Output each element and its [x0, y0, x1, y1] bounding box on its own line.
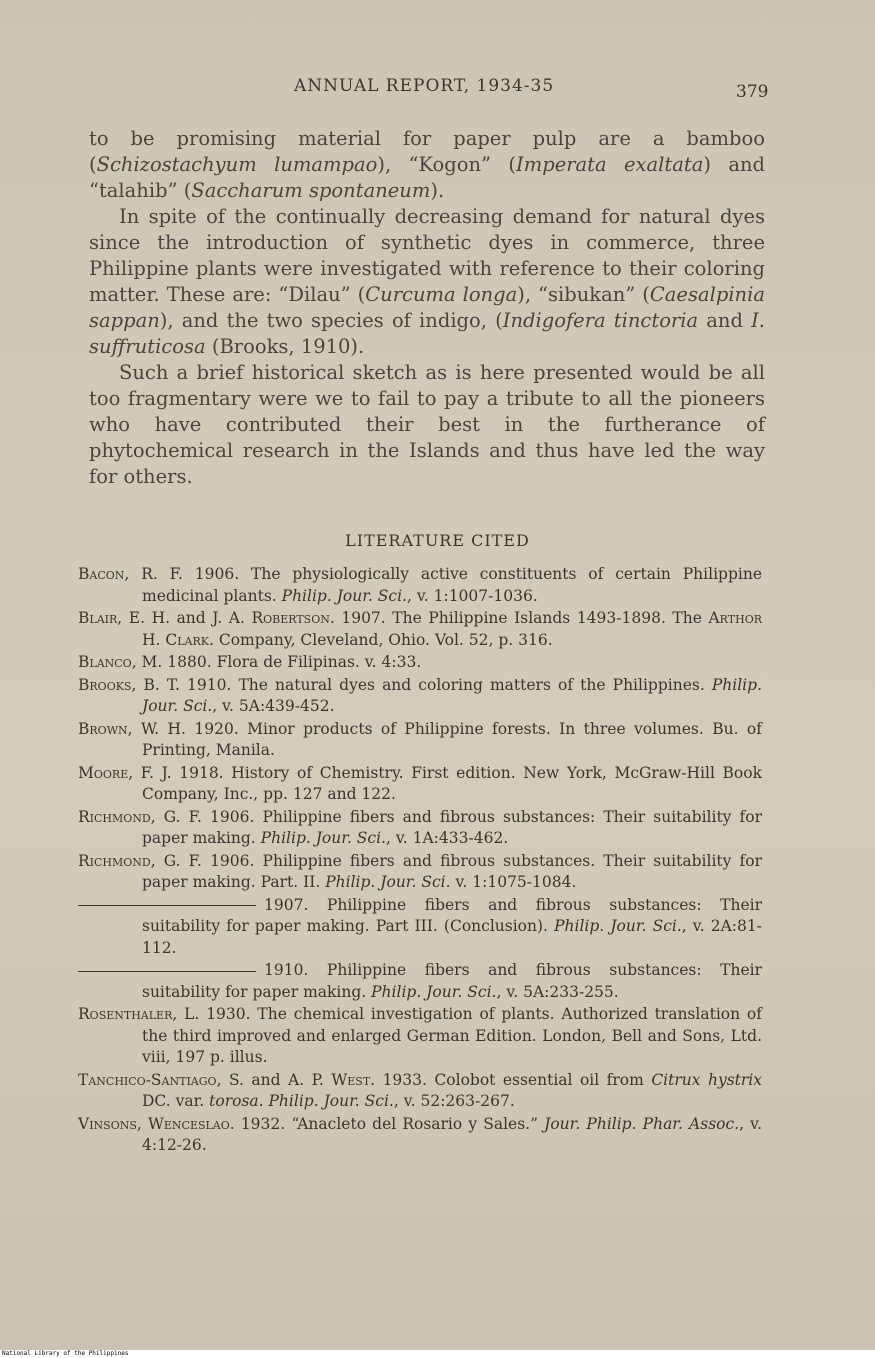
author-name: Blair	[78, 609, 118, 627]
text-run: ,	[136, 1114, 148, 1133]
text-run: . 1907. The Philippine Islands 1493-1898. The	[329, 609, 709, 627]
italic-text: Citrux hystrix	[651, 1070, 762, 1089]
text-run: , v. 52:263-267.	[393, 1092, 515, 1110]
italic-text: Jour. Philip. Phar. Assoc.	[544, 1114, 740, 1133]
author-name: Rosenthaler	[78, 1005, 173, 1023]
text-run: , G. F. 1906. Philippine fibers and fibrous substances: Their suitability for paper making.	[142, 807, 762, 847]
author-name: West	[331, 1070, 371, 1089]
reference-entry	[78, 608, 762, 651]
author-name: Vinsons	[78, 1114, 137, 1133]
italic-text: Philip. Jour. Sci.	[281, 586, 407, 605]
paragraph	[89, 126, 765, 204]
text-run: ), “sibukan” (	[517, 283, 650, 306]
ditto-dash	[78, 971, 256, 972]
italic-text: Curcuma longa	[365, 283, 518, 306]
footer-bar	[0, 1350, 875, 1358]
italic-text: Philip. Jour. Sci.	[142, 675, 762, 715]
reference-entry	[78, 1114, 762, 1157]
reference-entry	[78, 851, 762, 894]
body-text	[89, 126, 765, 490]
reference-entry	[78, 960, 762, 1003]
author-name: Robertson	[251, 609, 330, 627]
italic-text: Philip. Jour. Sci.	[260, 829, 386, 847]
text-run: , M. 1880. Flora de Filipinas. v. 4:33.	[131, 653, 422, 671]
italic-text: Philip. Jour. Sci.	[371, 982, 497, 1001]
text-run: H.	[142, 630, 166, 649]
author-name: Brooks	[78, 675, 132, 694]
author-name: Blanco	[78, 653, 132, 671]
text-run: , F. J. 1918. History of Chemistry. First edition. New York, McGraw-Hill Book Company, Inc., pp. 127 and 122.	[128, 763, 762, 803]
text-run: , v. 1:1007-1036.	[406, 586, 538, 605]
reference-entry	[78, 763, 762, 806]
text-run: , R. F. 1906. The physiologically active constituents of certain Philippine medicinal plants.	[124, 565, 762, 605]
reference-entry	[78, 652, 762, 674]
text-run: , v. 4:12-26.	[142, 1114, 762, 1154]
literature-cited-heading: LITERATURE CITED	[345, 531, 530, 550]
italic-text: Schizostachyum lumampao	[96, 153, 378, 176]
text-run: . 1933. Colobot essential oil from	[370, 1070, 652, 1089]
paragraph	[89, 204, 765, 360]
text-run: , v. 5A:439-452.	[212, 697, 335, 715]
author-name: Brown	[78, 719, 128, 738]
text-run: , v. 5A:233-255.	[496, 982, 619, 1001]
text-run: Such a brief historical sketch as is here presented would be all too fragmentary were we to fail to pay a tribute to all the pioneers who have contributed their best in the furtherance of phytochemical research in the Islands and thus have led the way for others.	[89, 361, 765, 488]
author-name: Tanchico-Santiago	[78, 1070, 217, 1089]
italic-text: Philip. Jour. Sci.	[325, 873, 451, 891]
text-run: ), “Kogon” (	[377, 153, 517, 176]
text-run: v. 1:1075-1084.	[450, 873, 577, 891]
author-name: Moore	[78, 763, 129, 782]
italic-text: Caesalpinia sappan	[89, 283, 765, 332]
italic-text: Philip. Jour. Sci.	[554, 917, 682, 935]
text-run: ), and the two species of indigo, (	[159, 309, 503, 332]
reference-entry	[78, 807, 762, 850]
text-run: , v. 2A:81-112.	[142, 917, 762, 957]
text-run: ) and “talahib” (	[89, 153, 765, 202]
reference-entry	[78, 895, 762, 960]
running-header	[0, 76, 875, 106]
text-run: (Brooks, 1910).	[205, 335, 365, 358]
text-run: DC. var.	[142, 1092, 210, 1110]
author-name: Richmond	[78, 851, 151, 870]
text-run: 1907. Philippine fibers and fibrous substances: Their suitability for paper making. Part III. (Conclusion).	[142, 895, 762, 935]
text-run: , E. H. and J. A.	[117, 609, 252, 627]
text-run: , L. 1930. The chemical investigation of plants. Authorized translation of the third improved and enlarged German Edition. London, Bell and Sons, Ltd. viii, 197 p. illus.	[142, 1005, 762, 1066]
author-name: Wenceslao	[147, 1114, 230, 1133]
author-name: Bacon	[78, 565, 125, 583]
italic-text: Imperata exaltata	[516, 153, 704, 176]
reference-entry	[78, 1004, 762, 1069]
italic-text: I. suffruticosa	[89, 309, 765, 358]
library-credit: National Library of the Philippines	[2, 1350, 129, 1357]
header-title: ANNUAL REPORT, 1934-35	[294, 76, 555, 96]
text-run: , v. 1A:433-462.	[386, 829, 509, 847]
text-run: and	[698, 309, 752, 332]
page-number: 379	[736, 82, 769, 102]
reference-entry	[78, 1070, 762, 1113]
reference-entry	[78, 719, 762, 762]
paragraph	[89, 360, 765, 490]
italic-text: Indigofera tinctoria	[502, 309, 699, 332]
text-run: , W. H. 1920. Minor products of Philippine forests. In three volumes. Bu. of Printing, Manila.	[127, 719, 762, 759]
italic-text: Saccharum spontaneum	[191, 179, 431, 202]
author-name: Arthor	[708, 609, 762, 627]
text-run: . Company, Cleveland, Ohio. Vol. 52, p. 316.	[208, 630, 553, 649]
text-run: , G. F. 1906. Philippine fibers and fibrous substances. Their suitability for paper making. Part. II.	[142, 851, 762, 891]
text-run: 1910. Philippine fibers and fibrous substances: Their suitability for paper making.	[142, 961, 762, 1001]
author-name: Clark	[165, 630, 209, 649]
text-run: In spite of the continually decreasing demand for natural dyes since the introduction of synthetic dyes in commerce, three Philippine plants were investigated with reference to their coloring matter. These are: “Dilau” (	[89, 205, 765, 306]
reference-entry	[78, 564, 762, 607]
text-run: . 1932. “Anacleto del Rosario y Sales.”	[229, 1114, 545, 1133]
reference-entry	[78, 675, 762, 718]
text-run: to be promising material for paper pulp are a bamboo (	[89, 127, 765, 176]
text-run: , B. T. 1910. The natural dyes and coloring matters of the Philippines.	[131, 675, 712, 694]
italic-text: torosa. Philip. Jour. Sci.	[209, 1092, 394, 1110]
text-run: ).	[430, 179, 445, 202]
author-name: Richmond	[78, 807, 151, 826]
references-list	[78, 564, 762, 1158]
text-run: , S. and A. P.	[216, 1070, 332, 1089]
ditto-dash	[78, 905, 256, 906]
